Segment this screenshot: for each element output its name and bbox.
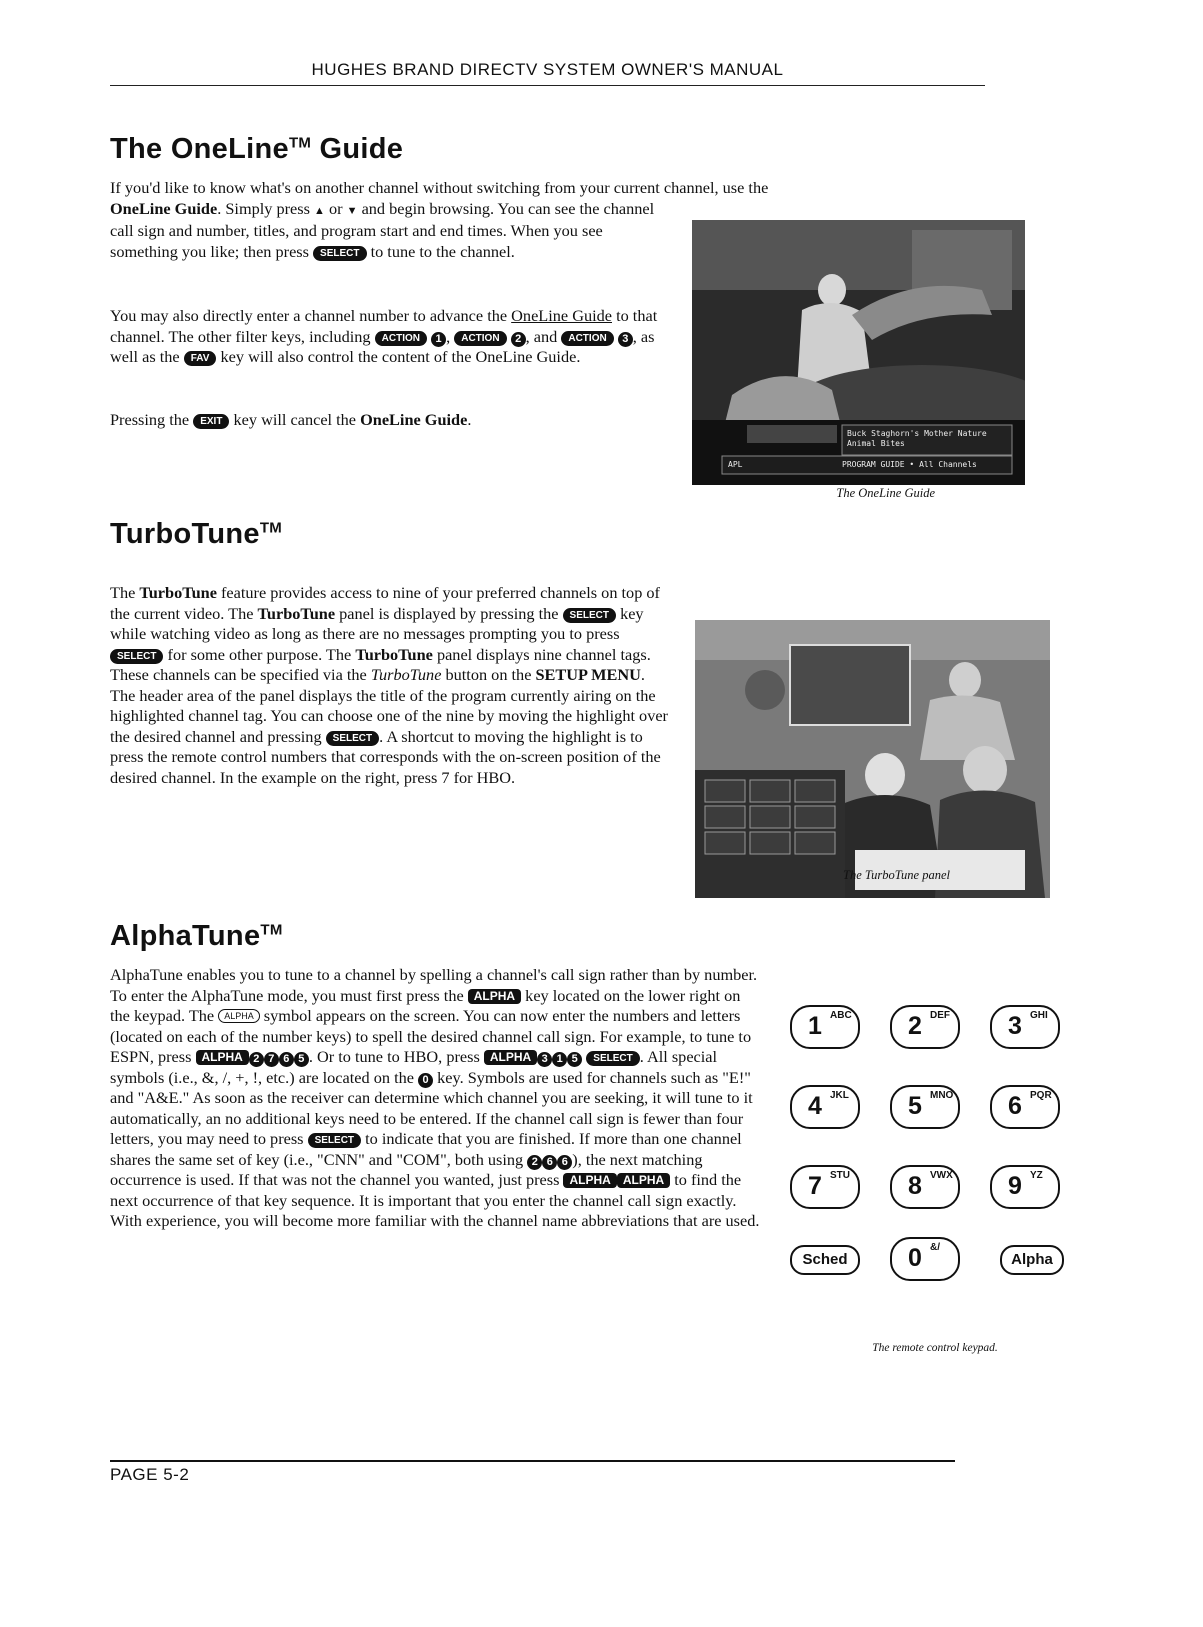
number-2-icon: 2 [511,332,526,347]
keypad-key-0: 0 &/ [890,1237,960,1281]
turbotune-paragraph: The TurboTune feature provides access to nine of your preferred channels on top of the current video. The TurboTune panel is displayed by pressing the SELECT key while watching video as long as there are no messages prompting you to press SELECT for some other purpose. The TurboTune panel displays nine channel tags. These channels can be specified via the TurboTune button on the SETUP MENU. The header area of the panel displays the title of the program currently airing on the highlighted channel tag. You can choose one of the nine by moving the highlight over the desired channel and pressing SELECT . A shortcut to moving the highlight is to press the remote control numbers that corresponds with the on-screen position of the desired channel. In the example on the right, press 7 for HBO. [110,583,668,787]
select-key-icon: SELECT [586,1051,639,1066]
select-key-icon: SELECT [313,246,366,261]
number-3-icon: 3 [537,1052,552,1067]
select-key-icon: SELECT [563,608,616,623]
alphatune-paragraph: AlphaTune enables you to tune to a channel by spelling a channel's call sign rather than by number. To enter the AlphaTune mode, you must first press the ALPHA key located on the lower right on the keypad. The ALPHA symbol appears on the screen. You can now enter the numbers and letters (located on each of the number keys) to spell the desired channel call sign. For example, to tune to ESPN, press ALPHA 2 7 6 5 . Or to tune to HBO, press ALPHA 3 1 5 SELECT . All special symbols (i.e., &, /, +, !, etc.) are located on the 0 key. Symbols are used for channels such as "E!" and "A&E." As soon as the receiver can determine which channel you are seeking, it will tune to it automatically, an no additional keys need to be entered. If the channel call sign is fewer than four letters, you may need to press SELECT to indicate that you are finished. If more than one channel shares the same set of key (i.e., "CNN" and "COM", both using 2 6 6 ), the next matching occurrence is used. If that was not the channel you wanted, just press ALPHA ALPHA to find the next occurrence of that key sequence. It is important that you enter the channel call sign exactly. With experience, you will become more familiar with the channel name abbreviations that are used. [110,965,760,1230]
header-rule [110,85,985,86]
select-key-icon: SELECT [110,649,163,664]
keypad-key-2: 2 DEF [890,1005,960,1049]
guide-overlay-channel: APL [728,460,743,469]
number-1-icon: 1 [431,332,446,347]
alpha-symbol-icon: ALPHA [218,1009,260,1023]
keypad-key-7: 7 STU [790,1165,860,1209]
up-arrow-icon: ▲ [314,204,325,217]
oneline-paragraph-1: If you'd like to know what's on another channel without switching from your current channel, use the OneLine Guide. Simply press ▲ or ▼ and begin browsing. You can see the channel call sign and number, titles, and program start and end times. When you see something you like; then press SELECT to tune to the channel. [110,178,769,261]
number-3-icon: 3 [618,332,633,347]
oneline-heading: The OneLine™ Guide [110,133,404,165]
remote-keypad [790,1005,1080,1295]
number-5-icon: 5 [567,1052,582,1067]
turbotune-photo-image [695,620,1050,898]
exit-key-icon: EXIT [193,414,229,429]
action-key-icon: ACTION [375,331,427,346]
keypad-key-sched: Sched [790,1245,860,1275]
select-key-icon: SELECT [326,731,379,746]
down-arrow-icon: ▼ [346,204,358,217]
turbotune-caption: The TurboTune panel [843,868,950,882]
alpha-key-icon: ALPHA [468,989,521,1004]
oneline-paragraph-3: Pressing the EXIT key will cancel the OneLine Guide. [110,410,472,429]
action-key-icon: ACTION [561,331,613,346]
running-header: HUGHES BRAND DIRECTV SYSTEM OWNER'S MANUAL [311,60,784,79]
action-key-icon: ACTION [454,331,506,346]
number-2-icon: 2 [527,1155,542,1170]
number-6-icon: 6 [557,1155,572,1170]
alpha-key-icon: ALPHA [563,1173,616,1188]
number-5-icon: 5 [294,1052,309,1067]
number-2-icon: 2 [249,1052,264,1067]
fav-key-icon: FAV [184,351,217,366]
select-key-icon: SELECT [308,1133,361,1148]
oneline-guide-screenshot [692,220,1025,485]
alphatune-heading: AlphaTune™ [110,920,283,952]
keypad-key-6: 6 PQR [990,1085,1060,1129]
guide-overlay-text: Buck Staghorn's Mother Nature Animal Bites [847,429,987,448]
keypad-key-4: 4 JKL [790,1085,860,1129]
keypad-key-alpha: Alpha [1000,1245,1064,1275]
alpha-key-icon: ALPHA [617,1173,670,1188]
number-1-icon: 1 [552,1052,567,1067]
page-number: PAGE 5-2 [110,1465,190,1484]
alpha-key-icon: ALPHA [484,1050,537,1065]
oneline-paragraph-2: You may also directly enter a channel number to advance the OneLine Guide to that channel. The other filter keys, including ACTION 1 , ACTION 2 , and ACTION 3 , as well as the FAV key will also control the content of the OneLine Guide. [110,306,658,366]
number-7-icon: 7 [264,1052,279,1067]
number-6-icon: 6 [279,1052,294,1067]
keypad-key-9: 9 YZ [990,1165,1060,1209]
keypad-key-8: 8 VWX [890,1165,960,1209]
keypad-caption: The remote control keypad. [872,1342,998,1354]
guide-overlay-footer: PROGRAM GUIDE • All Channels [842,460,977,469]
turbotune-heading: TurboTune™ [110,518,283,550]
turbotune-screenshot [695,620,1050,898]
footer-rule [110,1460,955,1462]
alpha-key-icon: ALPHA [196,1050,249,1065]
number-6-icon: 6 [542,1155,557,1170]
keypad-key-3: 3 GHI [990,1005,1060,1049]
oneline-caption: The OneLine Guide [836,486,935,500]
keypad-key-1: 1 ABC [790,1005,860,1049]
keypad-key-5: 5 MNO [890,1085,960,1129]
number-0-icon: 0 [418,1073,433,1088]
